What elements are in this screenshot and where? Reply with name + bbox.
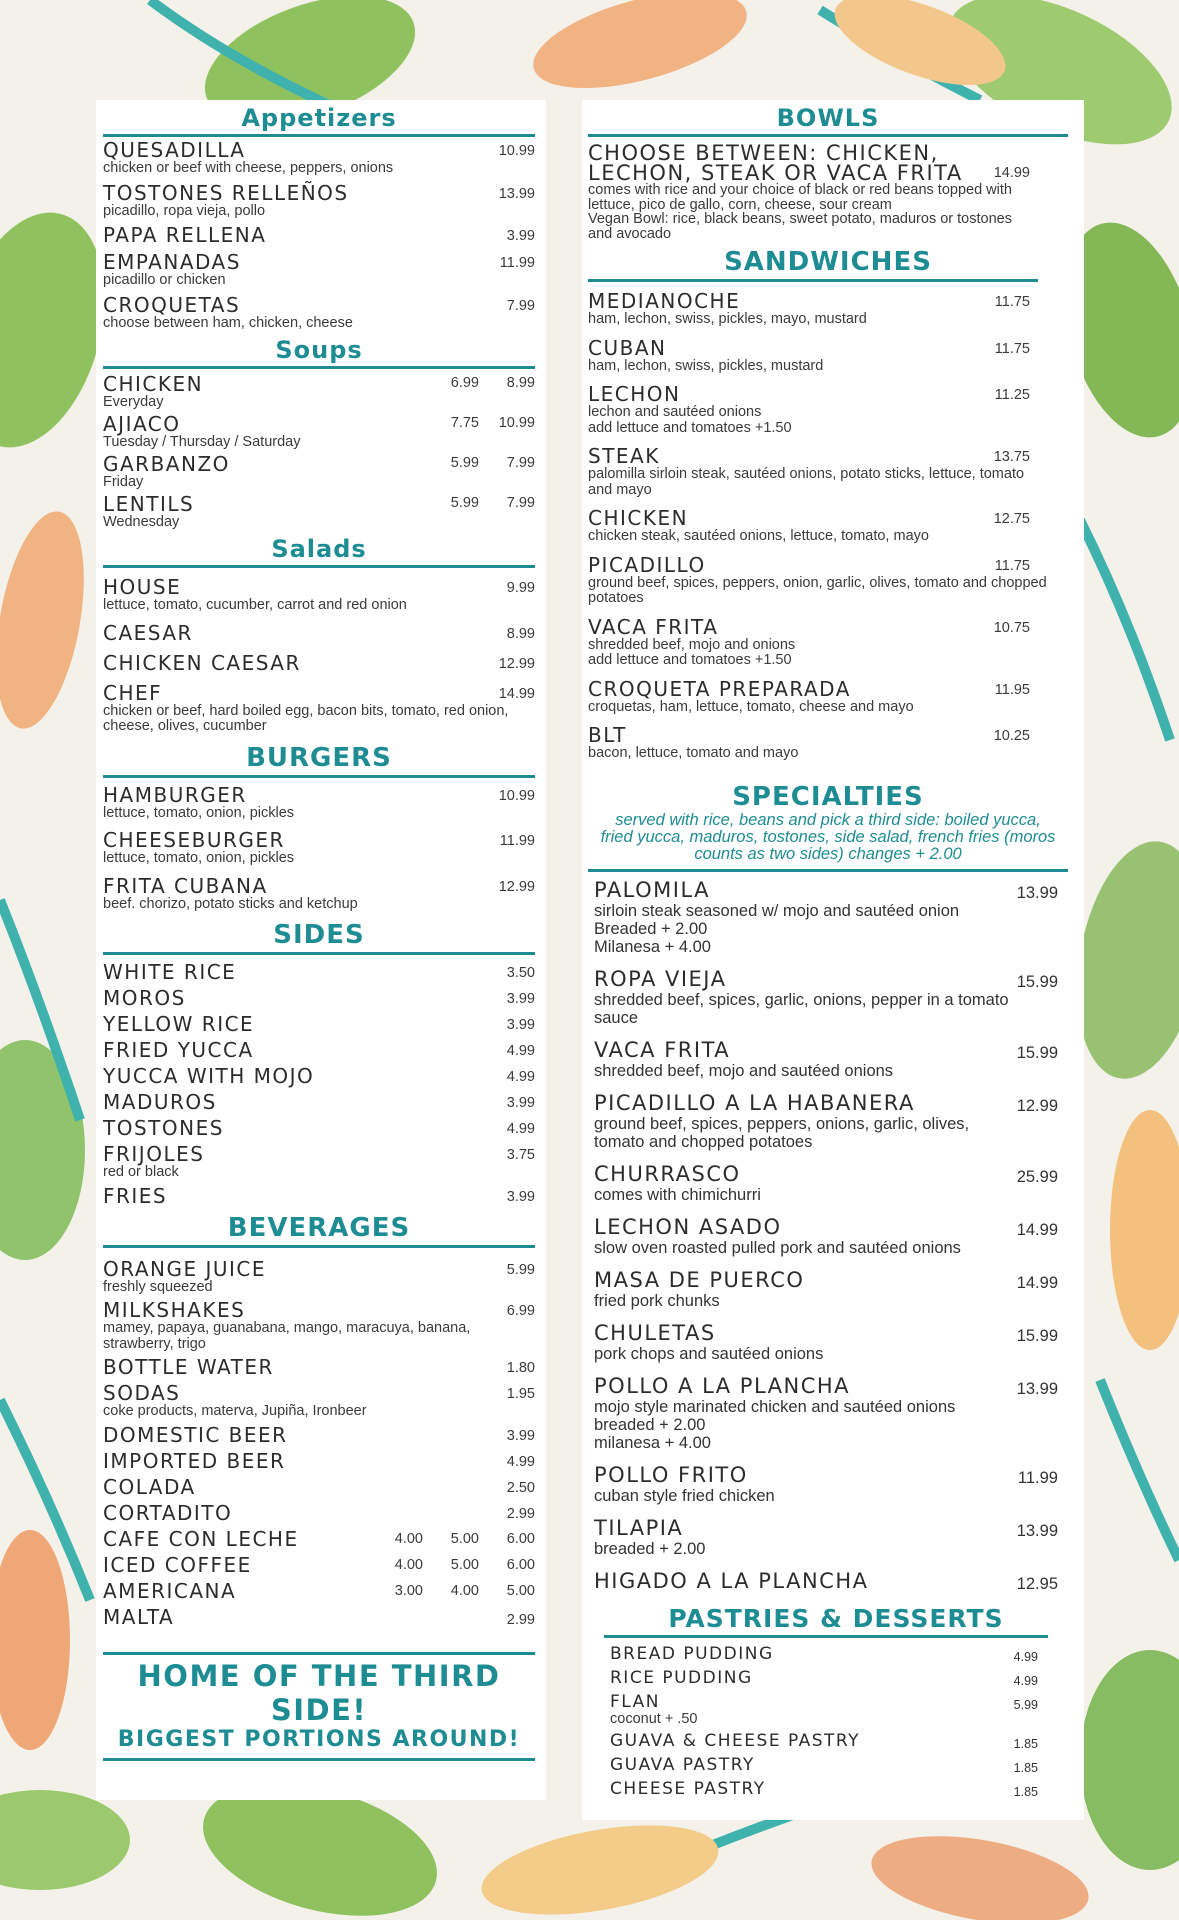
menu-item-malta [103,1606,535,1632]
item-price: 10.25 [993,728,1030,744]
salads-title: Salads [271,535,367,563]
tagline-line2: BIGGEST PORTIONS AROUND! [117,1726,521,1752]
item-price: 15.99 [1016,1326,1058,1345]
menu-item-croquetas [103,294,535,332]
menu-item-tostones [103,1117,535,1139]
item-description: picadillo or chicken [103,272,226,288]
item-description: chicken steak, sautéed onions, lettuce, tomato, mayo [588,528,929,544]
item-name: CHICKEN [103,372,204,396]
item-price: 14.99 [1016,1220,1058,1239]
item-prices [367,1583,535,1599]
item-name: ROPA VIEJA [594,966,727,991]
menu-item-cuban [588,337,1030,375]
specialties-section [588,782,1068,1593]
item-description: mamey, papaya, guanabana, mango, maracuya, banana, strawberry, trigo [103,1320,471,1352]
item-name: LENTILS [103,492,195,516]
item-name: ORANGE JUICE [103,1256,266,1281]
item-price: 3.99 [506,1427,535,1444]
tagline-rule-bottom [103,1758,535,1761]
item-price: 13.99 [498,185,535,202]
item-name: FRITA CUBANA [103,873,268,898]
menu-item-caesar [103,622,535,644]
menu-item-sodas [103,1382,535,1420]
item-description: sirloin steak seasoned w/ mojo and sautéed onion Breaded + 2.00 Milanesa + 4.00 [594,901,960,956]
item-name: CROQUETAS [103,292,241,317]
burgers-section [103,743,535,913]
item-price: 15.99 [1016,1043,1058,1062]
burgers-rule [103,775,535,778]
item-name: TOSTONES RELLEÑOS [103,180,349,205]
item-price: 14.99 [1016,1273,1058,1292]
item-price: 10.75 [993,619,1030,636]
item-price: 11.99 [1017,1468,1058,1487]
specialties-title: SPECIALTIES [732,781,924,812]
menu-item-ropa-vieja [594,967,1058,1027]
item-name: CHULETAS [594,1320,716,1345]
price-size-1: 4.00 [394,1556,423,1573]
item-description: coke products, materva, Jupiña, Ironbeer [103,1403,367,1419]
soups-section [103,336,535,529]
item-price: 3.99 [506,1017,535,1033]
item-description: slow oven roasted pulled pork and sautéed onions [594,1238,961,1257]
item-description: comes with chimichurri [594,1185,761,1204]
item-name: TOSTONES [103,1116,224,1140]
item-name: MALTA [103,1604,175,1629]
item-price: 13.75 [993,449,1030,465]
item-name: CHICKEN [588,506,689,530]
menu-item-americana [103,1580,535,1602]
item-price: 3.99 [506,991,535,1007]
item-price: 11.25 [994,387,1030,403]
menu-item-quesadilla [103,139,535,177]
item-name: TILAPIA [594,1515,684,1540]
item-description-vegan: Vegan Bowl: rice, black beans, sweet potato, maduros or tostones and avocado [588,211,1012,242]
item-name: GARBANZO [103,452,230,476]
item-price: 12.99 [498,655,535,672]
item-description: shredded beef, mojo and sautéed onions [594,1061,894,1080]
item-name: RICE PUDDING [610,1667,753,1688]
left-column [103,104,535,1761]
appetizers-rule [103,134,535,137]
beverages-section [103,1213,535,1632]
menu-item-empanadas [103,251,535,289]
price-large: 7.99 [506,455,535,471]
menu-item-frita-cubana [103,875,535,913]
item-description: comes with rice and your choice of black or red beans topped with lettuce, pico de gallo, corn, cheese, sour cream [588,182,1012,213]
menu-item-chuletas [594,1321,1058,1363]
item-price: 2.50 [506,1479,535,1496]
item-price: 12.95 [1016,1574,1058,1593]
item-name: PAPA RELLENA [103,223,267,247]
item-name: CHEF [103,680,163,705]
menu-item-croqueta-preparada [588,678,1030,716]
item-name: ICED COFFEE [103,1552,252,1577]
specialties-rule [588,869,1068,872]
item-price: 4.99 [506,1453,535,1470]
price-size-3: 6.00 [506,1556,535,1573]
item-description: shredded beef, mojo and onions add lettuce and tomatoes +1.50 [588,636,796,668]
menu-item-chicken [588,507,1030,545]
menu-item-bread-pudding [610,1644,1038,1664]
item-name: COLADA [103,1474,196,1499]
item-name: PICADILLO [588,552,706,577]
menu-item-cortadito [103,1502,535,1524]
menu-item-churrasco [594,1162,1058,1204]
item-name: CHEESEBURGER [103,828,285,852]
item-name: PALOMILA [594,877,711,902]
sandwiches-rule [588,279,1038,282]
item-price: 1.85 [1013,1761,1038,1775]
menu-item-soup-lentils [103,493,535,529]
item-price: 1.95 [506,1386,535,1402]
pastries-rule [604,1635,1048,1638]
appetizers-section [103,104,535,331]
item-name: POLLO FRITO [594,1462,748,1487]
item-description: lettuce, tomato, onion, pickles [103,804,295,821]
item-name: CHOOSE BETWEEN: CHICKEN, LECHON, STEAK OR VACA FRITA [588,141,963,185]
menu-item-soup-ajiaco [103,413,535,449]
pastries-title: PASTRIES & DESSERTS [668,1603,1004,1633]
menu-item-vaca-frita [588,616,1030,669]
item-description: ham, lechon, swiss, pickles, mayo, mustard [588,311,867,327]
item-name: POLLO A LA PLANCHA [594,1373,851,1398]
menu-item-milkshakes [103,1299,535,1352]
bowls-section [588,104,1068,241]
item-prices [423,375,535,391]
item-description: bacon, lettuce, tomato and mayo [588,745,799,761]
item-description: red or black [103,1164,179,1180]
menu-item-steak [588,445,1030,498]
item-price: 9.99 [506,580,535,596]
price-small: 6.99 [450,375,479,391]
item-name: PICADILLO A LA HABANERA [594,1090,915,1115]
tagline-rule-top [103,1652,535,1655]
specialties-note: served with rice, beans and pick a third side: boiled yucca, fried yucca, maduros, tostones, side salad, french fries (moros counts as two sides) changes + 2.00 [600,810,1056,863]
item-price: 11.75 [994,294,1030,310]
pastries-section [588,1604,1068,1800]
item-price: 3.99 [506,1188,535,1205]
menu-item-blt [588,724,1030,762]
menu-item-bottle-water [103,1356,535,1378]
price-size-3: 6.00 [506,1530,535,1547]
item-name: GUAVA & CHEESE PASTRY [610,1731,861,1751]
item-price: 14.99 [993,165,1030,181]
item-description: coconut + .50 [610,1710,698,1727]
beverages-title: BEVERAGES [227,1212,411,1243]
item-price: 5.99 [1013,1697,1038,1712]
right-column [588,104,1068,1803]
menu-item-moros [103,987,535,1009]
price-size-2: 5.00 [450,1530,479,1547]
menu-item-picadillo-a-la-habanera [594,1091,1058,1151]
item-price: 3.75 [506,1147,535,1163]
menu-item-yucca-with-mojo [103,1065,535,1087]
menu-item-guava-cheese-pastry [610,1731,1038,1751]
item-name: AMERICANA [103,1578,237,1603]
menu-item-bowl [588,143,1068,241]
bowls-title: BOWLS [776,104,880,132]
item-price: 11.99 [499,255,535,271]
menu-item-cafe-con-leche [103,1528,535,1550]
item-price: 4.99 [506,1121,535,1137]
item-price: 11.75 [994,557,1030,574]
item-description: Everyday [103,394,164,410]
item-name: CHEESE PASTRY [610,1779,766,1799]
menu-item-vaca-frita [594,1038,1058,1080]
item-name: LECHON ASADO [594,1214,782,1239]
item-description: ground beef, spices, peppers, onions, garlic, olives, tomato and chopped potatoes [594,1114,970,1151]
price-small: 5.99 [450,455,479,471]
item-description: palomilla sirloin steak, sautéed onions, potato sticks, lettuce, tomato and mayo [588,466,1025,498]
menu-item-imported-beer [103,1450,535,1472]
item-name: CAESAR [103,620,193,645]
item-description: freshly squeezed [103,1278,213,1295]
item-price: 10.99 [498,787,535,804]
item-name: BREAD PUDDING [610,1643,774,1664]
item-name: FRIJOLES [103,1142,205,1166]
item-price: 14.99 [498,685,535,702]
item-price: 1.85 [1013,1737,1038,1751]
menu-item-lechon [588,383,1030,436]
item-description: mojo style marinated chicken and sautéed onions breaded + 2.00 milanesa + 4.00 [594,1397,956,1452]
item-name: HIGADO A LA PLANCHA [594,1568,869,1593]
item-description: Tuesday / Thursday / Saturday [103,434,301,450]
price-size-1: 4.00 [394,1530,423,1547]
menu-item-chef [103,682,535,735]
item-price: 5.99 [506,1261,535,1278]
beverages-rule [103,1245,535,1248]
item-description: croquetas, ham, lettuce, tomato, cheese and mayo [588,698,914,715]
menu-item-domestic-beer [103,1424,535,1446]
menu-item-higado-a-la-plancha [594,1569,1058,1593]
menu-item-rice-pudding [610,1668,1038,1688]
item-description: chicken or beef, hard boiled egg, bacon bits, tomato, red onion, cheese, olives, cucumber [103,702,509,734]
item-name: SODAS [103,1381,181,1405]
item-name: MASA DE PUERCO [594,1267,805,1292]
item-name: BLT [588,723,627,747]
item-name: CROQUETA PREPARADA [588,676,851,701]
appetizers-title: Appetizers [241,104,397,132]
salads-section [103,535,535,735]
soups-title: Soups [275,336,363,364]
item-prices [423,455,535,471]
price-size-2: 5.00 [450,1556,479,1573]
item-description: ham, lechon, swiss, pickles, mustard [588,357,824,374]
sides-section [103,920,535,1207]
item-price: 4.99 [1013,1649,1038,1664]
bowls-rule [588,134,1068,137]
item-description: breaded + 2.00 [594,1539,706,1558]
price-size-1: 3.00 [394,1582,423,1599]
price-large: 10.99 [498,415,535,431]
item-name: YUCCA WITH MOJO [103,1064,315,1088]
price-small: 5.99 [450,495,479,511]
menu-item-picadillo [588,552,1047,607]
item-name: CUBAN [588,335,667,360]
price-large: 8.99 [506,375,535,391]
item-description: picadillo, ropa vieja, pollo [103,202,266,219]
price-large: 7.99 [506,495,535,511]
item-description: choose between ham, chicken, cheese [103,314,353,331]
burgers-title: BURGERS [246,742,392,773]
item-name: DOMESTIC BEER [103,1422,288,1447]
item-description: ground beef, spices, peppers, onion, garlic, olives, tomato and chopped potatoes [588,574,1047,606]
item-price: 1.85 [1013,1785,1038,1799]
menu-item-cheeseburger [103,829,535,867]
item-description: cuban style fried chicken [594,1486,775,1505]
item-name: HAMBURGER [103,782,247,807]
sides-title: SIDES [273,920,365,950]
price-size-2: 4.00 [450,1582,479,1599]
item-name: IMPORTED BEER [103,1448,286,1473]
item-description: beef. chorizo, potato sticks and ketchup [103,895,358,912]
item-price: 11.99 [499,833,535,849]
item-name: YELLOW RICE [103,1012,255,1036]
item-description: lettuce, tomato, onion, pickles [103,850,295,866]
item-price: 3.50 [506,965,535,981]
item-prices [423,495,535,511]
menu-item-colada [103,1476,535,1498]
menu-item-lechon-asado [594,1215,1058,1257]
menu-item-medianoche [588,290,1030,328]
salads-rule [103,565,535,568]
item-description: lechon and sautéed onions add lettuce and tomatoes +1.50 [588,404,792,436]
item-name: GUAVA PASTRY [610,1755,755,1775]
menu-item-white-rice [103,961,535,983]
item-description: pork chops and sautéed onions [594,1344,824,1363]
item-name: FRIED YUCCA [103,1038,254,1062]
price-size-3: 5.00 [506,1582,535,1599]
item-name: MEDIANOCHE [588,289,741,313]
item-name: CHICKEN CAESAR [103,650,301,675]
item-description: Wednesday [103,514,180,530]
soups-rule [103,366,535,369]
item-price: 13.99 [1016,1521,1058,1540]
menu-item-maduros [103,1091,535,1113]
tagline [103,1652,535,1761]
item-price: 4.99 [506,1043,535,1059]
item-price: 11.95 [994,681,1030,698]
item-prices [367,1557,535,1573]
item-price: 25.99 [1016,1167,1058,1186]
item-price: 12.75 [993,511,1030,527]
item-price: 15.99 [1016,972,1058,991]
item-price: 13.99 [1016,883,1058,902]
menu-item-fries [103,1185,535,1207]
item-name: FLAN [610,1691,660,1712]
item-price: 2.99 [506,1611,535,1628]
item-description: Friday [103,474,144,490]
item-prices [367,1531,535,1547]
item-name: HOUSE [103,575,182,599]
item-description: shredded beef, spices, garlic, onions, pepper in a tomato sauce [594,990,1009,1027]
menu-item-cheese-pastry [610,1779,1038,1799]
item-name: LECHON [588,382,681,406]
item-name: EMPANADAS [103,250,241,274]
item-price: 3.99 [506,228,535,244]
menu-item-papa-rellena [103,224,535,246]
menu-item-orange-juice [103,1258,535,1296]
sides-rule [103,952,535,955]
item-name: STEAK [588,444,660,468]
item-name: VACA FRITA [594,1037,731,1062]
item-price: 10.99 [498,143,535,159]
menu-item-tilapia [594,1516,1058,1558]
item-name: AJIACO [103,412,181,436]
item-description: lettuce, tomato, cucumber, carrot and red onion [103,597,407,613]
item-name: CORTADITO [103,1500,233,1525]
menu-item-frijoles [103,1143,535,1181]
menu-item-tostones-relle-os [103,182,535,220]
menu-item-iced-coffee [103,1554,535,1576]
sandwiches-title: SANDWICHES [724,247,932,277]
item-name: BOTTLE WATER [103,1355,274,1379]
item-name: MADUROS [103,1090,217,1114]
sandwiches-section [588,247,1068,762]
item-price: 6.99 [506,1303,535,1319]
item-name: WHITE RICE [103,960,237,984]
price-small: 7.75 [450,415,479,431]
menu-item-soup-garbanzo [103,453,535,489]
tagline-line1: HOME OF THE THIRD SIDE! [137,1658,501,1727]
menu-item-pollo-a-la-plancha [594,1374,1058,1452]
item-name: MOROS [103,986,186,1010]
item-description: chicken or beef with cheese, peppers, onions [103,160,394,176]
item-price: 3.99 [506,1095,535,1111]
item-name: VACA FRITA [588,614,719,639]
menu-item-pollo-frito [594,1463,1058,1505]
menu-item-palomila [594,878,1058,956]
item-price: 12.99 [1016,1096,1058,1115]
item-price: 4.99 [1013,1673,1038,1688]
item-prices [423,415,535,431]
menu-item-flan [610,1692,1038,1728]
menu-item-yellow-rice [103,1013,535,1035]
menu-item-masa-de-puerco [594,1268,1058,1310]
menu-item-fried-yucca [103,1039,535,1061]
menu-item-house [103,576,535,614]
item-name: QUESADILLA [103,138,246,162]
item-price: 8.99 [506,625,535,642]
item-price: 11.75 [994,340,1030,357]
item-price: 4.99 [506,1069,535,1085]
item-name: MILKSHAKES [103,1298,246,1322]
item-name: FRIES [103,1183,168,1208]
menu-item-soup-chicken [103,373,535,409]
item-price: 13.99 [1016,1379,1058,1398]
item-price: 1.80 [506,1360,535,1376]
menu-item-chicken-caesar [103,652,535,674]
item-name: CAFE CON LECHE [103,1526,299,1551]
item-name: CHURRASCO [594,1161,741,1186]
item-price: 7.99 [506,297,535,314]
item-price: 2.99 [506,1505,535,1522]
item-description: fried pork chunks [594,1291,720,1310]
menu-item-hamburger [103,784,535,822]
item-price: 12.99 [498,878,535,895]
menu-item-guava-pastry [610,1755,1038,1775]
